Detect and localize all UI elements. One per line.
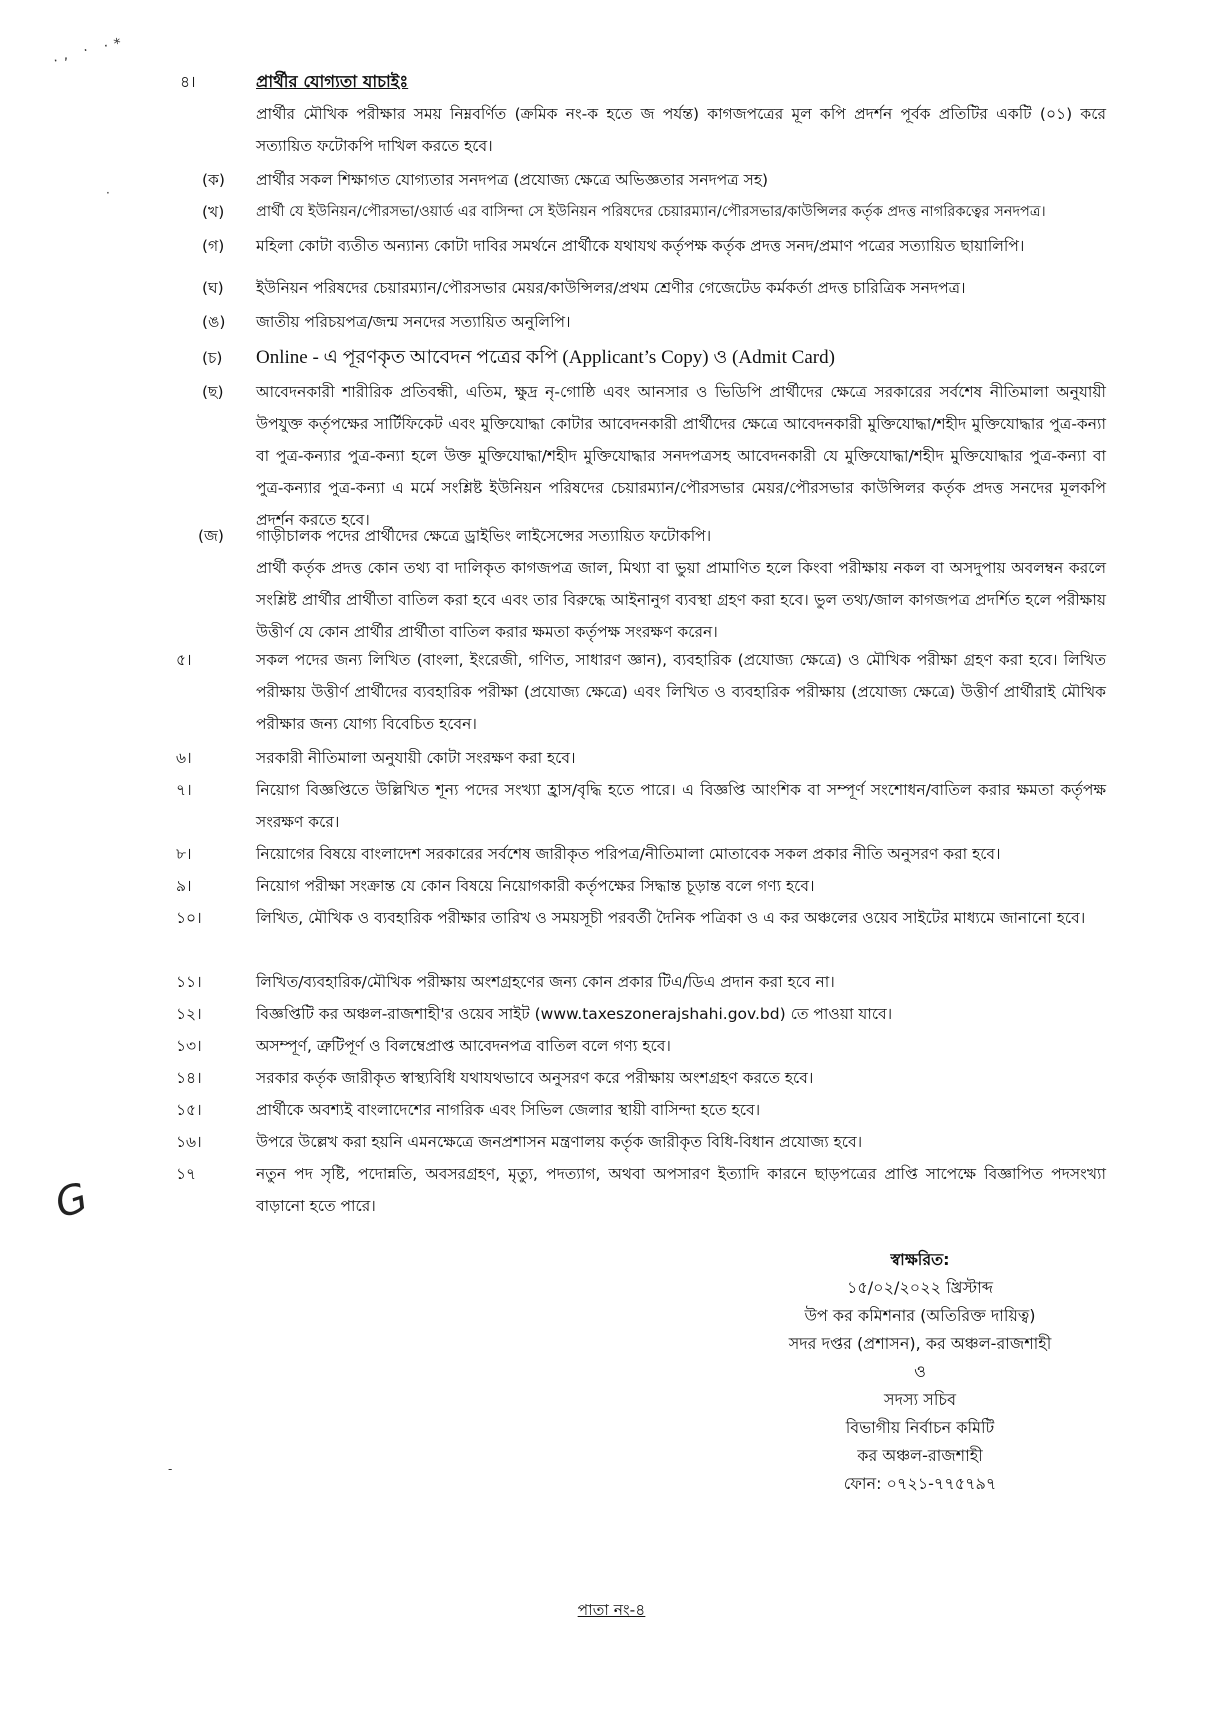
signed-label: স্বাক্ষরিত: xyxy=(890,1250,950,1269)
signature-date: ১৫/০২/২০২২ খ্রিস্টাব্দ xyxy=(847,1278,993,1297)
signature-line: সদর দপ্তর (প্রশাসন), কর অঞ্চল-রাজশাহী xyxy=(788,1334,1052,1353)
signature-block xyxy=(700,1246,1140,1498)
signature-line: উপ কর কমিশনার (অতিরিক্ত দায়িত্ব) xyxy=(804,1306,1036,1325)
section-4-intro: প্রার্থীর মৌখিক পরীক্ষার সময় নিম্নবর্ণিত (ক্রমিক নং-ক হতে জ পর্যন্ত) কাগজপত্রের মূল কপি প্রদর্শন পূর্বক প্রতিটির একটি (০১) করে সত্যায়িত ফটোকপি দাখিল করতে হবে। xyxy=(256,105,1107,155)
signature-line: কর অঞ্চল-রাজশাহী xyxy=(857,1446,983,1465)
section-number: ৪। xyxy=(180,73,196,91)
signature-line: সদস্য সচিব xyxy=(884,1390,956,1409)
margin-dot: · xyxy=(106,186,110,200)
signature-phone: ফোন: ০৭২১-৭৭৫৭৯৭ xyxy=(843,1474,997,1493)
handwritten-initial: G xyxy=(49,1174,94,1228)
section-4-heading: প্রার্থীর যোগ্যতা যাচাইঃ xyxy=(256,72,409,91)
document-page: ., · ·* · - G ৪। প্রার্থীর যোগ্যতা যাচাইঃ প্রার্থীর মৌখিক পরীক্ষার সময় নিম্নবর্ণিত (ক্রমিক নং-ক হতে জ পর্যন্ত) কাগজপত্রের মূল কপি প্রদর্শন পূর্বক প্রতিটির একটি (০১) করে সত্যায়িত ফটোকপি দাখিল করতে হবে। (ক) প্রার্থীর সকল শিক্ষাগত যোগ্যতার সনদপত্র (প্রযোজ্য ক্ষেত্রে অভিজ্ঞতার সনদপত্র সহ) (খ) প্রার্থী যে ইউনিয়ন/পৌরসভা/ওয়ার্ড এর বাসিন্দা সে ইউনিয়ন পরিষদের চেয়ারম্যান/পৌরসভার/কাউন্সিলর কর্তৃক প্রদত্ত নাগরিকত্বের সনদপত্র। (গ) মহিলা কোটা ব্যতীত অন্যান্য কোটা দাবির সমর্থনে প্রার্থীকে যথাযথ কর্তৃপক্ষ কর্তৃক প্রদত্ত সনদ/প্রমাণ পত্রের সত্যায়িত ছায়ালিপি। (ঘ) ইউনিয়ন পরিষদের চেয়ারম্যান/পৌরসভার মেয়র/কাউন্সিলর/প্রথম শ্রেণীর গেজেটেড কর্মকর্তা প্রদত্ত চারিত্রিক সনদপত্র। (ঙ) জাতীয় পরিচয়পত্র/জন্ম সনদের সত্যায়িত অনুলিপি। (চ) Online - এ পূরণকৃত আবেদন পত্রের কপি (Applicant’s Copy) ও (Admit Card) (ছ) আবেদনকারী শারীরিক প্রতিবন্ধী, এতিম, ক্ষুদ্র নৃ-গোষ্ঠি এবং আনসার ও ভিডিপি প্রার্থীদের ক্ষেত্রে সরকারের সর্বশেষ নীতিমালা অনুযায়ী উপযুক্ত কর্তৃপক্ষের সার্টিফিকেট এবং মুক্তিযোদ্ধা কোটার আবেদনকারী প্রার্থীদের ক্ষেত্রে আবেদনকারী মুক্তিযোদ্ধা/শহীদ মুক্তিযোদ্ধার পুত্র-কন্যা বা পুত্র-কন্যার পুত্র-কন্যা হলে উক্ত মুক্তিযোদ্ধা/শহীদ মুক্তিযোদ্ধার সনদপত্রসহ আবেদনকারী যে মুক্তিযোদ্ধা/শহীদ মুক্তিযোদ্ধার পুত্র-কন্যা বা পুত্র-কন্যার পুত্র-কন্যা এ মর্মে সংশ্লিষ্ট ইউনিয়ন পরিষদের চেয়ারম্যান/পৌরসভার মেয়র/পৌরসভার কাউন্সিলর কর্তৃক প্রদত্ত সনদের মূলকপি প্রদর্শন করতে হবে। (জ) গাড়ীচালক পদের প্রার্থীদের ক্ষেত্রে ড্রাইভিং লাইসেন্সের সত্যায়িত ফটোকপি। প্রার্থী কর্তৃক প্রদত্ত কোন তথ্য বা দালিকৃত কাগজপত্র জাল, মিথ্যা বা ভুয়া প্রামাণিত হলে কিংবা পরীক্ষায় নকল বা অসদুপায় অবলম্বন করলে সংশ্লিষ্ট প্রার্থীর প্রার্থীতা বাতিল করা হবে এবং তার বিরুদ্ধে আইনানুগ ব্যবস্থা গ্রহণ করা হবে। ভুল তথ্য/জাল কাগজপত্র প্রদর্শিত হলে পরীক্ষায় উত্তীর্ণ যে কোন প্রার্থীর প্রার্থীতা বাতিল করার ক্ষমতা কর্তৃপক্ষ সংরক্ষণ করেন। ৫। সকল পদের জন্য লিখিত (বাংলা, ইংরেজী, গণিত, সাধারণ জ্ঞান), ব্যবহারিক (প্রযোজ্য ক্ষেত্রে) ও মৌখিক পরীক্ষা গ্রহণ করা হবে। লিখিত পরীক্ষায় উত্তীর্ণ প্রার্থীদের ব্যবহারিক পরীক্ষা (প্রযোজ্য ক্ষেত্রে) এবং লিখিত ও ব্যবহারিক পরীক্ষায় (প্রযোজ্য ক্ষেত্রে) উত্তীর্ণ প্রার্থীরাই মৌখিক পরীক্ষার জন্য যোগ্য বিবেচিত হবেন। ৬। সরকারী নীতিমালা অনুযায়ী কোটা সংরক্ষণ করা হবে। ৭। নিয়োগ বিজ্ঞপ্তিতে উল্লিখিত শূন্য পদের সংখ্যা হ্রাস/বৃদ্ধি হতে পারে। এ বিজ্ঞপ্তি আংশিক বা সম্পূর্ণ সংশোধন/বাতিল করার ক্ষমতা কর্তৃপক্ষ সংরক্ষণ করে। ৮। নিয়োগের বিষয়ে বাংলাদেশ সরকারের সর্বশেষ জারীকৃত পরিপত্র/নীতিমালা মোতাবেক সকল প্রকার নীতি অনুসরণ করা হবে। ৯। নিয়োগ পরীক্ষা সংক্রান্ত যে কোন বিষয়ে নিয়োগকারী কর্তৃপক্ষের সিদ্ধান্ত চূড়ান্ত বলে গণ্য হবে। ১০। লিখিত, মৌখিক ও ব্যবহারিক পরীক্ষার তারিখ ও সময়সূচী পরবর্তী দৈনিক পত্রিকা ও এ কর অঞ্চলের ওয়েব সাইটের মাধ্যমে জানানো হবে। ১১। লিখিত/ব্যবহারিক/মৌখিক পরীক্ষায় অংশগ্রহণের জন্য কোন প্রকার টিএ/ডিএ প্রদান করা হবে না। ১২। বিজ্ঞপ্তিটি কর অঞ্চল-রাজশাহী'র ওয়েব সাইট (www.taxeszonerajshahi.gov.bd) তে পাওয়া যাবে। ১৩। অসম্পূর্ণ, ত্রুটিপূর্ণ ও বিলম্বেপ্রাপ্ত আবেদনপত্র বাতিল বলে গণ্য হবে। ১৪। সরকার কর্তৃক জারীকৃত স্বাস্থ্যবিধি যথাযথভাবে অনুসরণ করে পরীক্ষায় অংশগ্রহণ করতে হবে। ১৫। প্রার্থীকে অবশ্যই বাংলাদেশের নাগরিক এবং সিভিল জেলার স্থায়ী বাসিন্দা হতে হবে। ১৬। উপরে উল্লেখ করা হয়নি এমনক্ষেত্রে জনপ্রশাসন মন্ত্রণালয় কর্তৃক জারীকৃত বিধি-বিধান প্রযোজ্য হবে। ১৭ নতুন পদ সৃষ্টি, পদোন্নতি, অবসরগ্রহণ, মৃত্যু, পদত্যাগ, অথবা অপসারণ ইত্যাদি কারনে ছাড়পত্রের প্রাপ্তি সাপেক্ষে বিজ্ঞাপিত পদসংখ্যা বাড়ানো হতে পারে। স্বাক্ষরিত: ১৫/০২/২০২২ খ্রিস্টাব্দ উপ কর কমিশনার (অতিরিক্ত দায়িত্ব) সদর দপ্তর (প্রশাসন), কর অঞ্চল-রাজশাহী ও সদস্য সচিব বিভাগীয় নির্বাচন কমিটি কর অঞ্চল-রাজশাহী ফোন: ০৭২১-৭৭৫৭৯৭ পাতা নং-৪ xyxy=(0,0,1223,1729)
page-number: পাতা নং-৪ xyxy=(577,1601,646,1619)
signature-line: বিভাগীয় নির্বাচন কমিটি xyxy=(845,1418,995,1437)
margin-scribble: ., · ·* xyxy=(51,34,129,66)
signature-line: ও xyxy=(914,1362,926,1381)
margin-dot: - xyxy=(168,1462,173,1476)
section-4-body xyxy=(256,66,1106,162)
